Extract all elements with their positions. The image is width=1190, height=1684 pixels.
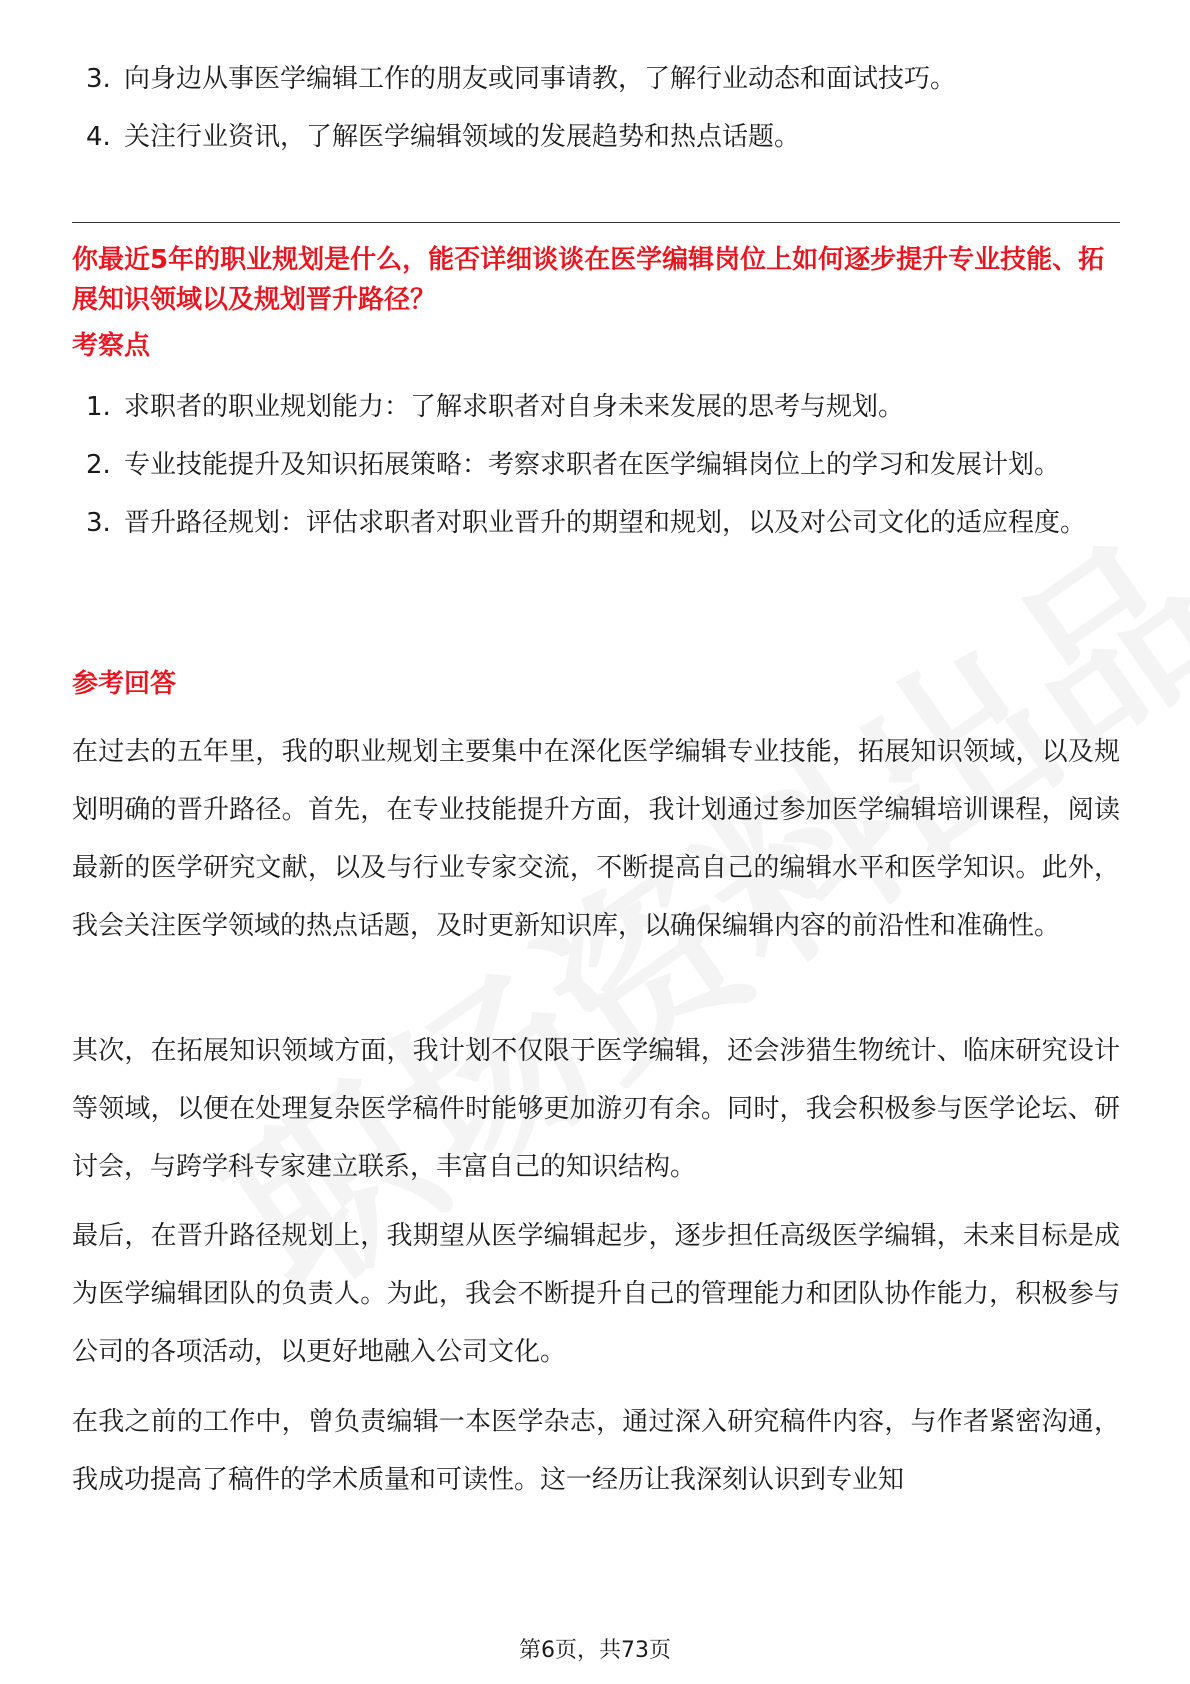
answer-paragraph: 最后，在晋升路径规划上，我期望从医学编辑起步，逐步担任高级医学编辑，未来目标是成为医学编辑团队的负责人。为此，我会不断提升自己的管理能力和团队协作能力，积极参与公司的各项活动，以更好地融入公司文化。 (72, 1221, 1120, 1367)
list-text: 关注行业资讯，了解医学编辑领域的发展趋势和热点话题。 (124, 122, 801, 152)
section-divider (72, 222, 1120, 223)
answer-paragraph: 在我之前的工作中，曾负责编辑一本医学杂志，通过深入研究稿件内容，与作者紧密沟通，我成功提高了稿件的学术质量和可读性。这一经历让我深刻认识到专业知 (72, 1407, 1120, 1495)
answer-paragraph: 在过去的五年里，我的职业规划主要集中在深化医学编辑专业技能，拓展知识领域，以及规划明确的晋升路径。首先，在专业技能提升方面，我计划通过参加医学编辑培训课程，阅读最新的医学研究文献，以及与行业专家交流，不断提高自己的编辑水平和医学知识。此外，我会关注医学领域的热点话题，及时更新知识库，以确保编辑内容的前沿性和准确性。 (72, 737, 1120, 941)
list-item (72, 436, 1120, 494)
focus-heading: 考察点 (72, 331, 151, 361)
document-page (72, 0, 1120, 1684)
list-item (72, 50, 1120, 108)
list-number: 2. (86, 450, 111, 480)
focus-list (72, 378, 1120, 552)
top-list (72, 50, 1120, 166)
answer-heading: 参考回答 (72, 669, 177, 699)
page-footer: 第6页，共73页 (519, 1638, 671, 1663)
list-text: 求职者的职业规划能力：了解求职者对自身未来发展的思考与规划。 (124, 392, 905, 422)
list-text: 晋升路径规划：评估求职者对职业晋升的期望和规划，以及对公司文化的适应程度。 (124, 508, 1087, 538)
answer-paragraph: 其次，在拓展知识领域方面，我计划不仅限于医学编辑，还会涉猎生物统计、临床研究设计等领域，以便在处理复杂医学稿件时能够更加游刃有余。同时，我会积极参与医学论坛、研讨会，与跨学科专家建立联系，丰富自己的知识结构。 (72, 1036, 1120, 1182)
list-text: 专业技能提升及知识拓展策略：考察求职者在医学编辑岗位上的学习和发展计划。 (124, 450, 1061, 480)
list-number: 3. (86, 508, 111, 538)
list-item (72, 494, 1120, 552)
list-number: 1. (86, 392, 111, 422)
list-number: 4. (86, 122, 111, 152)
question-title: 你最近5年的职业规划是什么，能否详细谈谈在医学编辑岗位上如何逐步提升专业技能、拓展知识领域以及规划晋升路径？ (72, 245, 1105, 315)
list-item (72, 108, 1120, 166)
list-number: 3. (86, 64, 111, 94)
list-item (72, 378, 1120, 436)
list-text: 向身边从事医学编辑工作的朋友或同事请教，了解行业动态和面试技巧。 (124, 64, 957, 94)
